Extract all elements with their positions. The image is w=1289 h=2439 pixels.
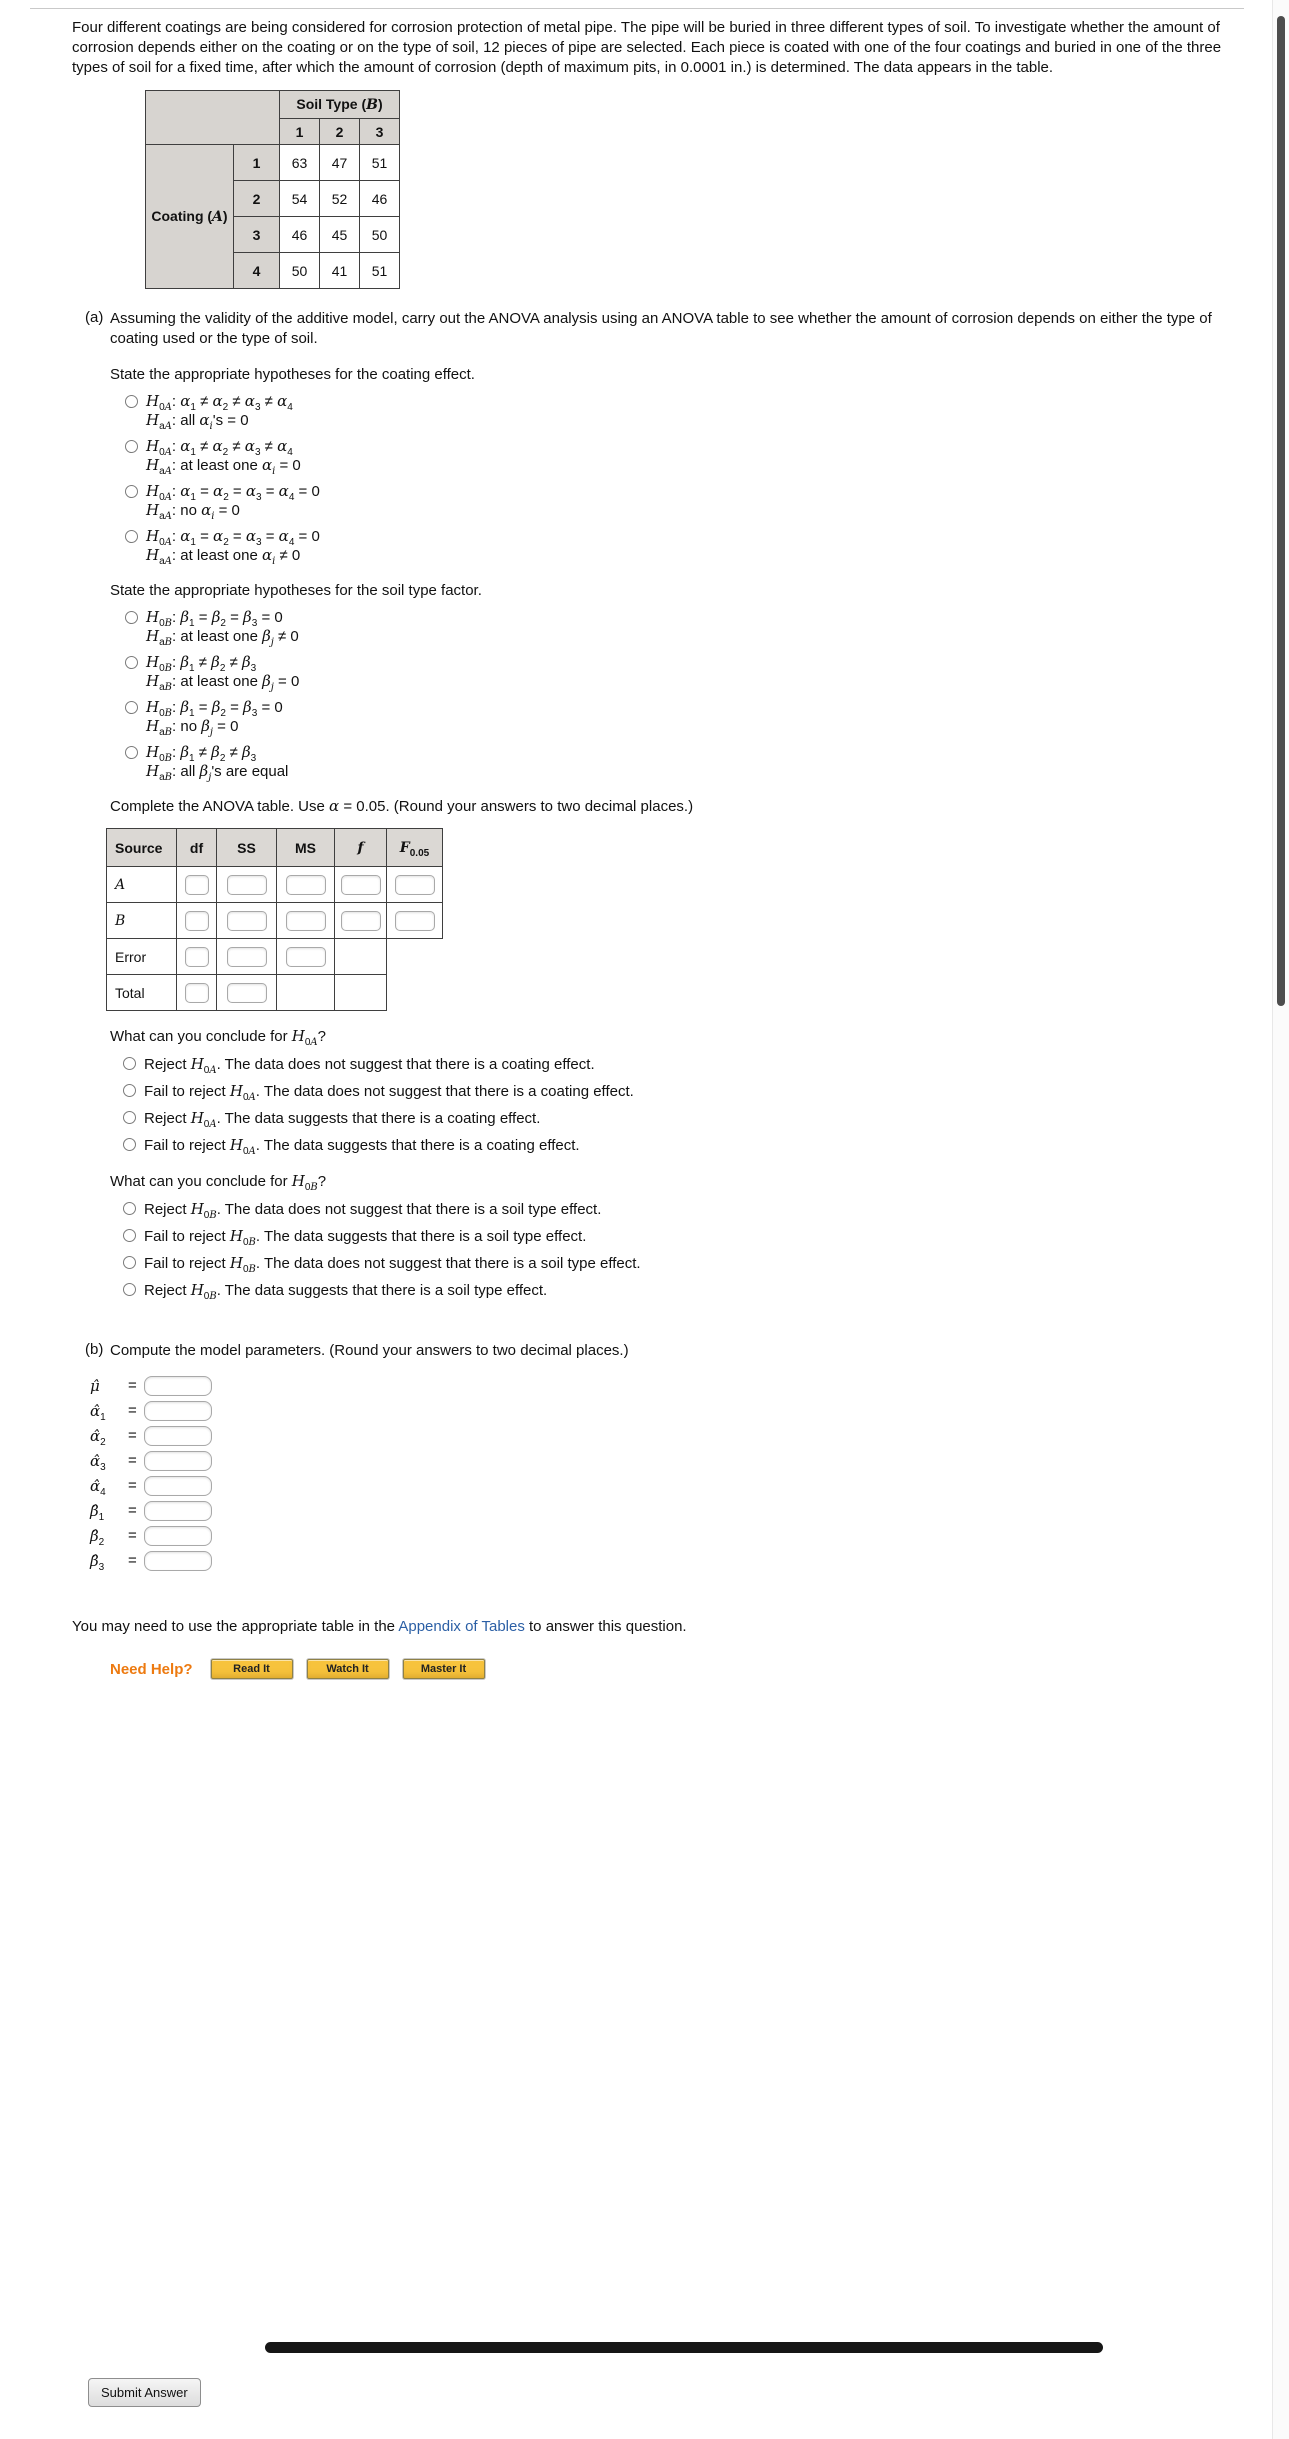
coating-hypotheses-prompt: State the appropriate hypotheses for the coating effect. [110, 366, 475, 383]
row-header: 4 [234, 253, 280, 289]
table-corner-cell [146, 91, 280, 145]
row-header: 2 [234, 181, 280, 217]
anova-row-label: B [107, 903, 177, 939]
coating-option-2[interactable] [125, 437, 1229, 475]
col-header: 2 [320, 119, 360, 145]
empty-cell [335, 975, 387, 1011]
input-b-df[interactable] [185, 911, 209, 931]
alt-hypothesis: $H_{aB}$: at least one $\beta_j \ne 0$ [146, 627, 299, 648]
null-hypothesis: $H_{0B}$: $\beta_1 = \beta_2 = \beta_3 = 0$ [146, 698, 283, 719]
need-help-label: Need Help? [110, 1660, 193, 1678]
alt-hypothesis: $H_{aA}$: all $\alpha_i's = 0$ [146, 411, 249, 432]
alt-hypothesis: $H_{aB}$: at least one $\beta_j = 0$ [146, 672, 300, 693]
conclusion-b-option-4[interactable]: Reject $H_{0B}$. The data suggests that there is a soil type effect. [123, 1280, 1229, 1301]
param-label: $\betâ_3$ [90, 1551, 105, 1573]
input-a-ss[interactable] [227, 875, 267, 895]
conclusion-a-option-3[interactable]: Reject $H_{0A}$. The data suggests that there is a coating effect. [123, 1108, 1229, 1129]
part-b-label: (b) [85, 1341, 104, 1358]
submit-answer-button[interactable]: Submit Answer [88, 2378, 201, 2407]
radio-button-icon[interactable] [123, 1229, 136, 1242]
data-cell: 54 [280, 181, 320, 217]
conclusion-b-options [123, 1199, 1229, 1301]
part-b-text: Compute the model parameters. (Round your answers to two decimal places.) [110, 1342, 629, 1359]
col-header: 3 [360, 119, 400, 145]
input-a-f[interactable] [341, 875, 381, 895]
null-hypothesis: $H_{0A}$: $\alpha_1 \ne \alpha_2 \ne \alpha_3 \ne \alpha_4$ [146, 392, 293, 413]
master-it-button[interactable]: Master It [403, 1659, 485, 1679]
data-cell: 45 [320, 217, 360, 253]
null-hypothesis: $H_{0A}$: $\alpha_1 = \alpha_2 = \alpha_3 = \alpha_4 = 0$ [146, 482, 320, 503]
param-label: $\betâ_2$ [90, 1526, 105, 1548]
soil-type-header: Soil Type (B) [280, 91, 400, 119]
read-it-button[interactable]: Read It [211, 1659, 293, 1679]
input-mu-hat[interactable] [144, 1376, 212, 1396]
part-b [85, 1341, 1229, 1573]
vertical-scrollbar-thumb[interactable] [1277, 16, 1285, 1006]
null-hypothesis: $H_{0B}$: $\beta_1 = \beta_2 = \beta_3 = 0$ [146, 608, 283, 629]
anova-row-total [107, 975, 443, 1011]
input-a-df[interactable] [185, 875, 209, 895]
part-a [85, 309, 1229, 1307]
radio-button-icon[interactable] [125, 746, 138, 759]
alt-hypothesis: $H_{aA}$: at least one $\alpha_i = 0$ [146, 456, 301, 477]
conclusion-b-option-3[interactable]: Fail to reject $H_{0B}$. The data does not suggest that there is a soil type effect. [123, 1253, 1229, 1274]
input-error-df[interactable] [185, 947, 209, 967]
param-row-beta2: $\betâ_2$ = [90, 1523, 1229, 1548]
input-total-ss[interactable] [227, 983, 267, 1003]
null-hypothesis: $H_{0B}$: $\beta_1 \ne \beta_2 \ne \beta_3$ [146, 653, 257, 674]
model-parameters [90, 1373, 1229, 1573]
conclusion-b-prompt: What can you conclude for $H_{0B}$? [110, 1172, 327, 1193]
top-divider [30, 8, 1244, 9]
conclusion-b-option-1[interactable]: Reject $H_{0B}$. The data does not suggest that there is a soil type effect. [123, 1199, 1229, 1220]
null-hypothesis: $H_{0B}$: $\beta_1 \ne \beta_2 \ne \beta_3$ [146, 743, 257, 764]
part-a-text: Assuming the validity of the additive model, carry out the ANOVA analysis using an ANOVA table to see whether the amount of corrosion depends on either the type of coating used or the type of soil. [110, 310, 1212, 347]
anova-header-ss: SS [217, 829, 277, 867]
radio-button-icon[interactable] [125, 701, 138, 714]
radio-button-icon[interactable] [123, 1256, 136, 1269]
appendix-of-tables-link[interactable]: Appendix of Tables [398, 1618, 525, 1635]
radio-button-icon[interactable] [125, 485, 138, 498]
param-label: $\alphâ_4$ [90, 1476, 106, 1498]
data-cell: 51 [360, 145, 400, 181]
coating-option-3[interactable] [125, 482, 1229, 520]
param-label: $\alphâ_2$ [90, 1426, 106, 1448]
param-row-alpha2: $\alphâ_2$ = [90, 1423, 1229, 1448]
radio-button-icon[interactable] [123, 1138, 136, 1151]
data-cell: 52 [320, 181, 360, 217]
input-b-ms[interactable] [286, 911, 326, 931]
anova-row-error [107, 939, 443, 975]
param-row-alpha1: $\alphâ_1$ = [90, 1398, 1229, 1423]
radio-button-icon[interactable] [125, 395, 138, 408]
input-a-fcrit[interactable] [395, 875, 435, 895]
alt-hypothesis: $H_{aB}$: no $\beta_j = 0$ [146, 717, 239, 738]
corrosion-data-table [145, 90, 400, 289]
input-b-f[interactable] [341, 911, 381, 931]
vertical-scrollbar-track[interactable] [1272, 0, 1289, 2439]
coating-hypotheses-options [125, 392, 1229, 565]
anova-row-a [107, 867, 443, 903]
conclusion-a-option-2[interactable]: Fail to reject $H_{0A}$. The data does not suggest that there is a coating effect. [123, 1081, 1229, 1102]
param-label: $\alphâ_1$ [90, 1401, 106, 1423]
data-cell: 41 [320, 253, 360, 289]
input-error-ms[interactable] [286, 947, 326, 967]
empty-cell [335, 939, 387, 975]
coating-header: Coating (A) [146, 145, 234, 289]
soil-option-1[interactable] [125, 608, 1229, 646]
anova-row-label: A [107, 867, 177, 903]
soil-hypotheses-options [125, 608, 1229, 781]
param-row-beta3: $\betâ_3$ = [90, 1548, 1229, 1573]
radio-button-icon[interactable] [125, 530, 138, 543]
need-help-bar [110, 1659, 1229, 1679]
radio-button-icon[interactable] [123, 1057, 136, 1070]
radio-button-icon[interactable] [125, 611, 138, 624]
data-cell: 51 [360, 253, 400, 289]
row-header: 3 [234, 217, 280, 253]
input-a-ms[interactable] [286, 875, 326, 895]
input-alpha3-hat[interactable] [144, 1451, 212, 1471]
conclusion-a-options [123, 1054, 1229, 1156]
anova-header-df: df [177, 829, 217, 867]
input-b-fcrit[interactable] [395, 911, 435, 931]
anova-header-f: f [335, 829, 387, 867]
alt-hypothesis: $H_{aA}$: no $\alpha_i = 0$ [146, 501, 240, 522]
param-row-mu: μ̂ = [90, 1373, 1229, 1398]
radio-button-icon[interactable] [123, 1084, 136, 1097]
coating-option-4[interactable] [125, 527, 1229, 565]
soil-hypotheses-prompt: State the appropriate hypotheses for the soil type factor. [110, 582, 482, 599]
data-cell: 46 [360, 181, 400, 217]
input-beta3-hat[interactable] [144, 1551, 212, 1571]
input-b-ss[interactable] [227, 911, 267, 931]
radio-button-icon[interactable] [123, 1202, 136, 1215]
anova-header-source: Source [107, 829, 177, 867]
param-label: $\alphâ_3$ [90, 1451, 106, 1473]
watch-it-button[interactable]: Watch It [307, 1659, 389, 1679]
input-alpha2-hat[interactable] [144, 1426, 212, 1446]
conclusion-a-option-4[interactable]: Fail to reject $H_{0A}$. The data suggests that there is a coating effect. [123, 1135, 1229, 1156]
param-label: μ̂ [90, 1376, 100, 1395]
row-header: 1 [234, 145, 280, 181]
data-cell: 63 [280, 145, 320, 181]
radio-button-icon[interactable] [125, 440, 138, 453]
input-total-df[interactable] [185, 983, 209, 1003]
anova-row-label: Total [107, 975, 177, 1011]
param-row-alpha4: $\alphâ_4$ = [90, 1473, 1229, 1498]
soil-option-3[interactable] [125, 698, 1229, 736]
problem-statement: Four different coatings are being considered for corrosion protection of metal pipe. The pipe will be buried in three different types of soil. To investigate whether the amount of corrosion depends either on the coating or on the type of soil, 12 pieces of pipe are selected. Each piece is coated with one of the four coatings and buried in one of the three types of soil for a fixed time, after which the amount of corrosion (depth of maximum pits, in 0.0001 in.) is determined. The data appears in the table. [72, 19, 1222, 76]
radio-button-icon[interactable] [123, 1283, 136, 1296]
null-hypothesis: $H_{0A}$: $\alpha_1 \ne \alpha_2 \ne \alpha_3 \ne \alpha_4$ [146, 437, 293, 458]
anova-header-ms: MS [277, 829, 335, 867]
anova-row-label: Error [107, 939, 177, 975]
param-row-beta1: $\betâ_1$ = [90, 1498, 1229, 1523]
anova-prompt: Complete the ANOVA table. Use α = 0.05. (Round your answers to two decimal places.) [110, 797, 694, 815]
coating-option-1[interactable] [125, 392, 1229, 430]
input-error-ss[interactable] [227, 947, 267, 967]
anova-header-fcrit: $F_{0.05}$ [387, 829, 443, 867]
horizontal-scrollbar-thumb[interactable] [265, 2342, 1103, 2353]
soil-option-2[interactable] [125, 653, 1229, 691]
soil-option-4[interactable] [125, 743, 1229, 781]
conclusion-a-option-1[interactable]: Reject $H_{0A}$. The data does not suggest that there is a coating effect. [123, 1054, 1229, 1075]
alt-hypothesis: $H_{aB}$: all $\beta_j's$ are equal [146, 762, 289, 783]
data-cell: 46 [280, 217, 320, 253]
input-alpha4-hat[interactable] [144, 1476, 212, 1496]
conclusion-a-prompt: What can you conclude for $H_{0A}$? [110, 1027, 326, 1048]
param-row-alpha3: $\alphâ_3$ = [90, 1448, 1229, 1473]
input-alpha1-hat[interactable] [144, 1401, 212, 1421]
alt-hypothesis: $H_{aA}$: at least one $\alpha_i \ne 0$ [146, 546, 301, 567]
data-cell: 50 [360, 217, 400, 253]
appendix-note: You may need to use the appropriate table in the Appendix of Tables to answer this question. [72, 1618, 687, 1635]
data-cell: 50 [280, 253, 320, 289]
radio-button-icon[interactable] [125, 656, 138, 669]
col-header: 1 [280, 119, 320, 145]
null-hypothesis: $H_{0A}$: $\alpha_1 = \alpha_2 = \alpha_3 = \alpha_4 = 0$ [146, 527, 320, 548]
radio-button-icon[interactable] [123, 1111, 136, 1124]
anova-row-b [107, 903, 443, 939]
empty-cell [277, 975, 335, 1011]
data-cell: 47 [320, 145, 360, 181]
input-beta1-hat[interactable] [144, 1501, 212, 1521]
param-label: $\betâ_1$ [90, 1501, 105, 1523]
part-a-label: (a) [85, 309, 104, 326]
input-beta2-hat[interactable] [144, 1526, 212, 1546]
conclusion-b-option-2[interactable]: Fail to reject $H_{0B}$. The data suggests that there is a soil type effect. [123, 1226, 1229, 1247]
anova-table [106, 828, 443, 1011]
